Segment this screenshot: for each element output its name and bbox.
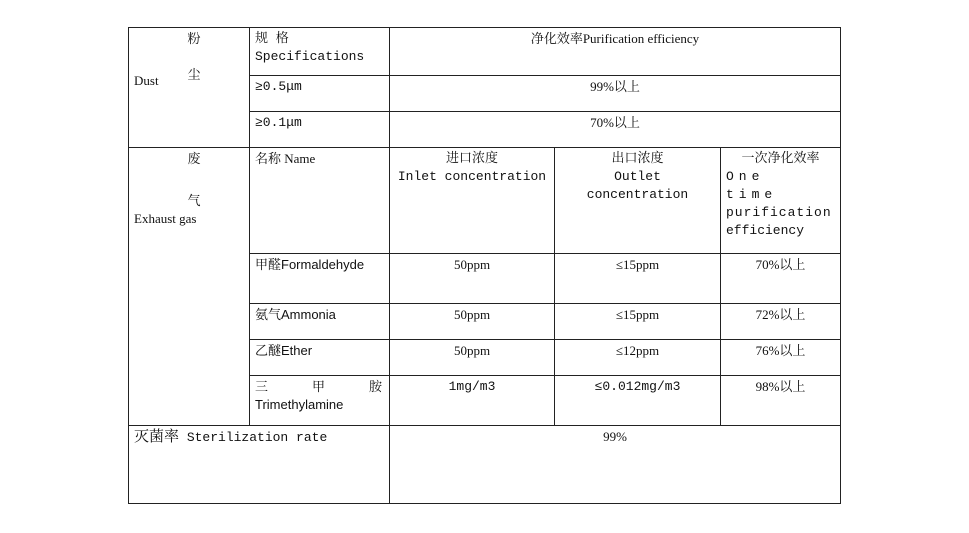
dust-glyph-1: 粉 <box>187 31 201 46</box>
gas-efficiency-cell: 98%以上 <box>721 376 841 426</box>
gas-outlet-cell: ≤15ppm <box>555 254 721 304</box>
gas-name-cell: 氨气Ammonia <box>250 304 390 340</box>
gas-outlet-cell: ≤15ppm <box>555 304 721 340</box>
gas-efficiency-cell: 70%以上 <box>721 254 841 304</box>
name-header-cell: 名称 Name <box>250 148 390 254</box>
gas-name-cell: 甲醛Formaldehyde <box>250 254 390 304</box>
specification-table <box>128 27 841 504</box>
sterilization-label-cell <box>129 426 390 504</box>
gas-label: Exhaust gas <box>134 211 197 226</box>
gas-inlet-cell: 50ppm <box>390 304 555 340</box>
dust-efficiency-cell: 99%以上 <box>390 76 841 112</box>
gas-outlet-cell: ≤12ppm <box>555 340 721 376</box>
dust-spec-cell: ≥0.5μm <box>250 76 390 112</box>
gas-efficiency-cell: 76%以上 <box>721 340 841 376</box>
once-header-en-3: efficiency <box>726 223 805 238</box>
gas-outlet-cell: ≤0.012mg/m3 <box>555 376 721 426</box>
outlet-header-cn: 出口浓度 <box>611 151 664 166</box>
outlet-header-cell <box>555 148 721 254</box>
dust-efficiency-cell: 70%以上 <box>390 112 841 148</box>
once-efficiency-header-cell <box>721 148 841 254</box>
trimethylamine-cn-1: 三 <box>255 379 269 394</box>
gas-name-cell: 乙醚Ether <box>250 340 390 376</box>
spec-header-cell <box>250 28 390 76</box>
spec-header-en: Specifications <box>255 49 365 64</box>
gas-inlet-cell: 1mg/m3 <box>390 376 555 426</box>
inlet-header-en: Inlet concentration <box>397 169 547 184</box>
sterilization-label-cn: 灭菌率 <box>134 429 180 445</box>
gas-category-cell <box>129 148 250 426</box>
inlet-header-cn: 进口浓度 <box>445 151 498 166</box>
trimethylamine-cn-3: 胺 <box>368 379 382 394</box>
trimethylamine-en: Trimethylamine <box>255 397 344 412</box>
gas-name-cell <box>250 376 390 426</box>
dust-glyph-2: 尘 <box>187 67 201 82</box>
outlet-header-en: Outlet concentration <box>586 169 689 202</box>
once-header-cn: 一次净化效率 <box>741 151 820 166</box>
inlet-header-cell <box>390 148 555 254</box>
gas-glyph-1: 废 <box>187 151 201 166</box>
dust-spec-cell: ≥0.1μm <box>250 112 390 148</box>
gas-glyph-2: 气 <box>187 193 201 208</box>
gas-inlet-cell: 50ppm <box>390 340 555 376</box>
dust-category-cell <box>129 28 250 148</box>
trimethylamine-cn-2: 甲 <box>311 379 325 394</box>
sterilization-value-cell: 99% <box>390 426 841 504</box>
dust-label: Dust <box>134 73 159 88</box>
once-header-en-2: purification <box>726 205 832 220</box>
gas-efficiency-cell: 72%以上 <box>721 304 841 340</box>
sterilization-label-en: Sterilization rate <box>179 430 328 445</box>
spec-header-cn: 规 格 <box>255 31 289 46</box>
dust-efficiency-header-text: 净化效率Purification efficiency <box>530 31 700 46</box>
gas-inlet-cell: 50ppm <box>390 254 555 304</box>
dust-efficiency-header <box>390 28 841 76</box>
once-header-en-1: One time <box>726 169 778 202</box>
